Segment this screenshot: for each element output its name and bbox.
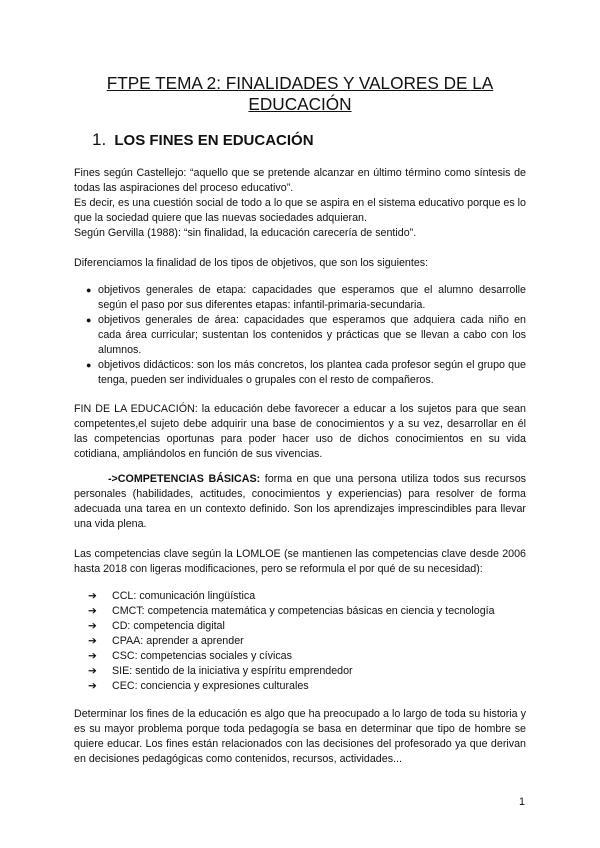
list-item: ● objetivos didácticos: son los más concretos, los plantea cada profesor según el grupo que tenga, pueden ser individuales o grupales con el resto de compañeros. [86,359,526,386]
list-item: ➔ CCL: comunicación lingüística [88,590,256,602]
key-competences-list [74,589,526,694]
list-item: ● objetivos generales de área: capacidades que esperamos que adquiera cada niño en cada área curricular; sustentan los contenidos y prácticas que se llevan a cabo con los alumnos. [86,314,526,356]
bullet-icon: ● [86,315,92,325]
competencias-lead: ->COMPETENCIAS BÁSICAS: [108,473,261,485]
paragraph-lomloe: Las competencias clave según la LOMLOE (se mantienen las competencias clave desde 2006 hasta 2018 con ligeras modificaciones, pero se reformula el por qué de su necesidad): [74,548,526,575]
competencias-text: forma en que una persona utiliza todos sus recursos personales (habilidades, actitudes, conocimientos y experiencias) para resolver de forma adecuada una tarea en un contexto definido. Son los aprendizajes imprescindibles para llevar una vida plena. [74,473,526,530]
paragraph-determinar-fines: Determinar los fines de la educación es algo que ha preocupado a lo largo de toda su historia y es su mayor problema porque toda pedagogía se basa en determinar que tipo de hombre se quiere educar. Los fines están relacionados con las decisiones del profesorado ya que derivan en decisiones pedagógicas como contenidos, recursos, actividades... [74,708,526,765]
list-item: ➔ CPAA: aprender a aprender [88,635,244,647]
title-line-1: FTPE TEMA 2: FINALIDADES Y VALORES DE LA [106,73,494,93]
paragraph-castellejo: Fines según Castellejo: “aquello que se pretende alcanzar en último término como síntesis de todas las aspiraciones del proceso educativo”. [74,167,526,194]
arrow-right-icon: ➔ [88,590,97,602]
paragraph-es-decir: Es decir, es una cuestión social de todo a lo que se aspira en el sistema educativo porque es lo que la sociedad quiere que las nuevas sociedades adquieran. [74,197,526,224]
list-item: ➔ CMCT: competencia matemática y competencias básicas en ciencia y tecnología [88,605,495,617]
section-title: LOS FINES EN EDUCACIÓN [114,132,314,149]
list-item: ➔ CSC: competencias sociales y cívicas [88,650,292,662]
list-item: ➔ CD: competencia digital [88,620,225,632]
arrow-right-icon: ➔ [88,680,97,692]
arrow-right-icon: ➔ [88,605,97,617]
section-number: 1. [92,130,107,149]
paragraph-competencias-basicas [74,472,526,532]
paragraph-gervilla: Según Gervilla (1988): “sin finalidad, la educación carecería de sentido”. [74,227,417,239]
arrow-right-icon: ➔ [88,620,97,632]
arrow-right-icon: ➔ [88,650,97,662]
document-title [60,73,540,115]
arrow-right-icon: ➔ [88,665,97,677]
objectives-list [74,283,526,388]
list-item: ➔ SIE: sentido de la iniciativa y espíritu emprendedor [88,665,353,677]
section-heading [92,131,314,150]
page-number: 1 [519,796,525,808]
bullet-icon: ● [86,285,92,295]
arrow-right-icon: ➔ [88,635,97,647]
bullet-icon: ● [86,360,92,370]
title-line-2: EDUCACIÓN [248,94,352,114]
list-item: ➔ CEC: conciencia y expresiones culturales [88,680,309,692]
paragraph-fin-educacion: FIN DE LA EDUCACIÓN: la educación debe favorecer a educar a los sujetos para que sean competentes,el sujeto debe adquirir una base de conocimientos y a su vez, desarrollar en él las competencias oportunas para poder hacer uso de dichos conocimientos en su vida cotidiana, ampliándolos en función de sus vivencias. [74,403,526,460]
paragraph-diferenciamos: Diferenciamos la finalidad de los tipos de objetivos, que son los siguientes: [74,257,429,269]
list-item: ● objetivos generales de etapa: capacidades que esperamos que el alumno desarrolle según el paso por sus diferentes etapas: infantil-primaria-secundaria. [86,284,526,311]
